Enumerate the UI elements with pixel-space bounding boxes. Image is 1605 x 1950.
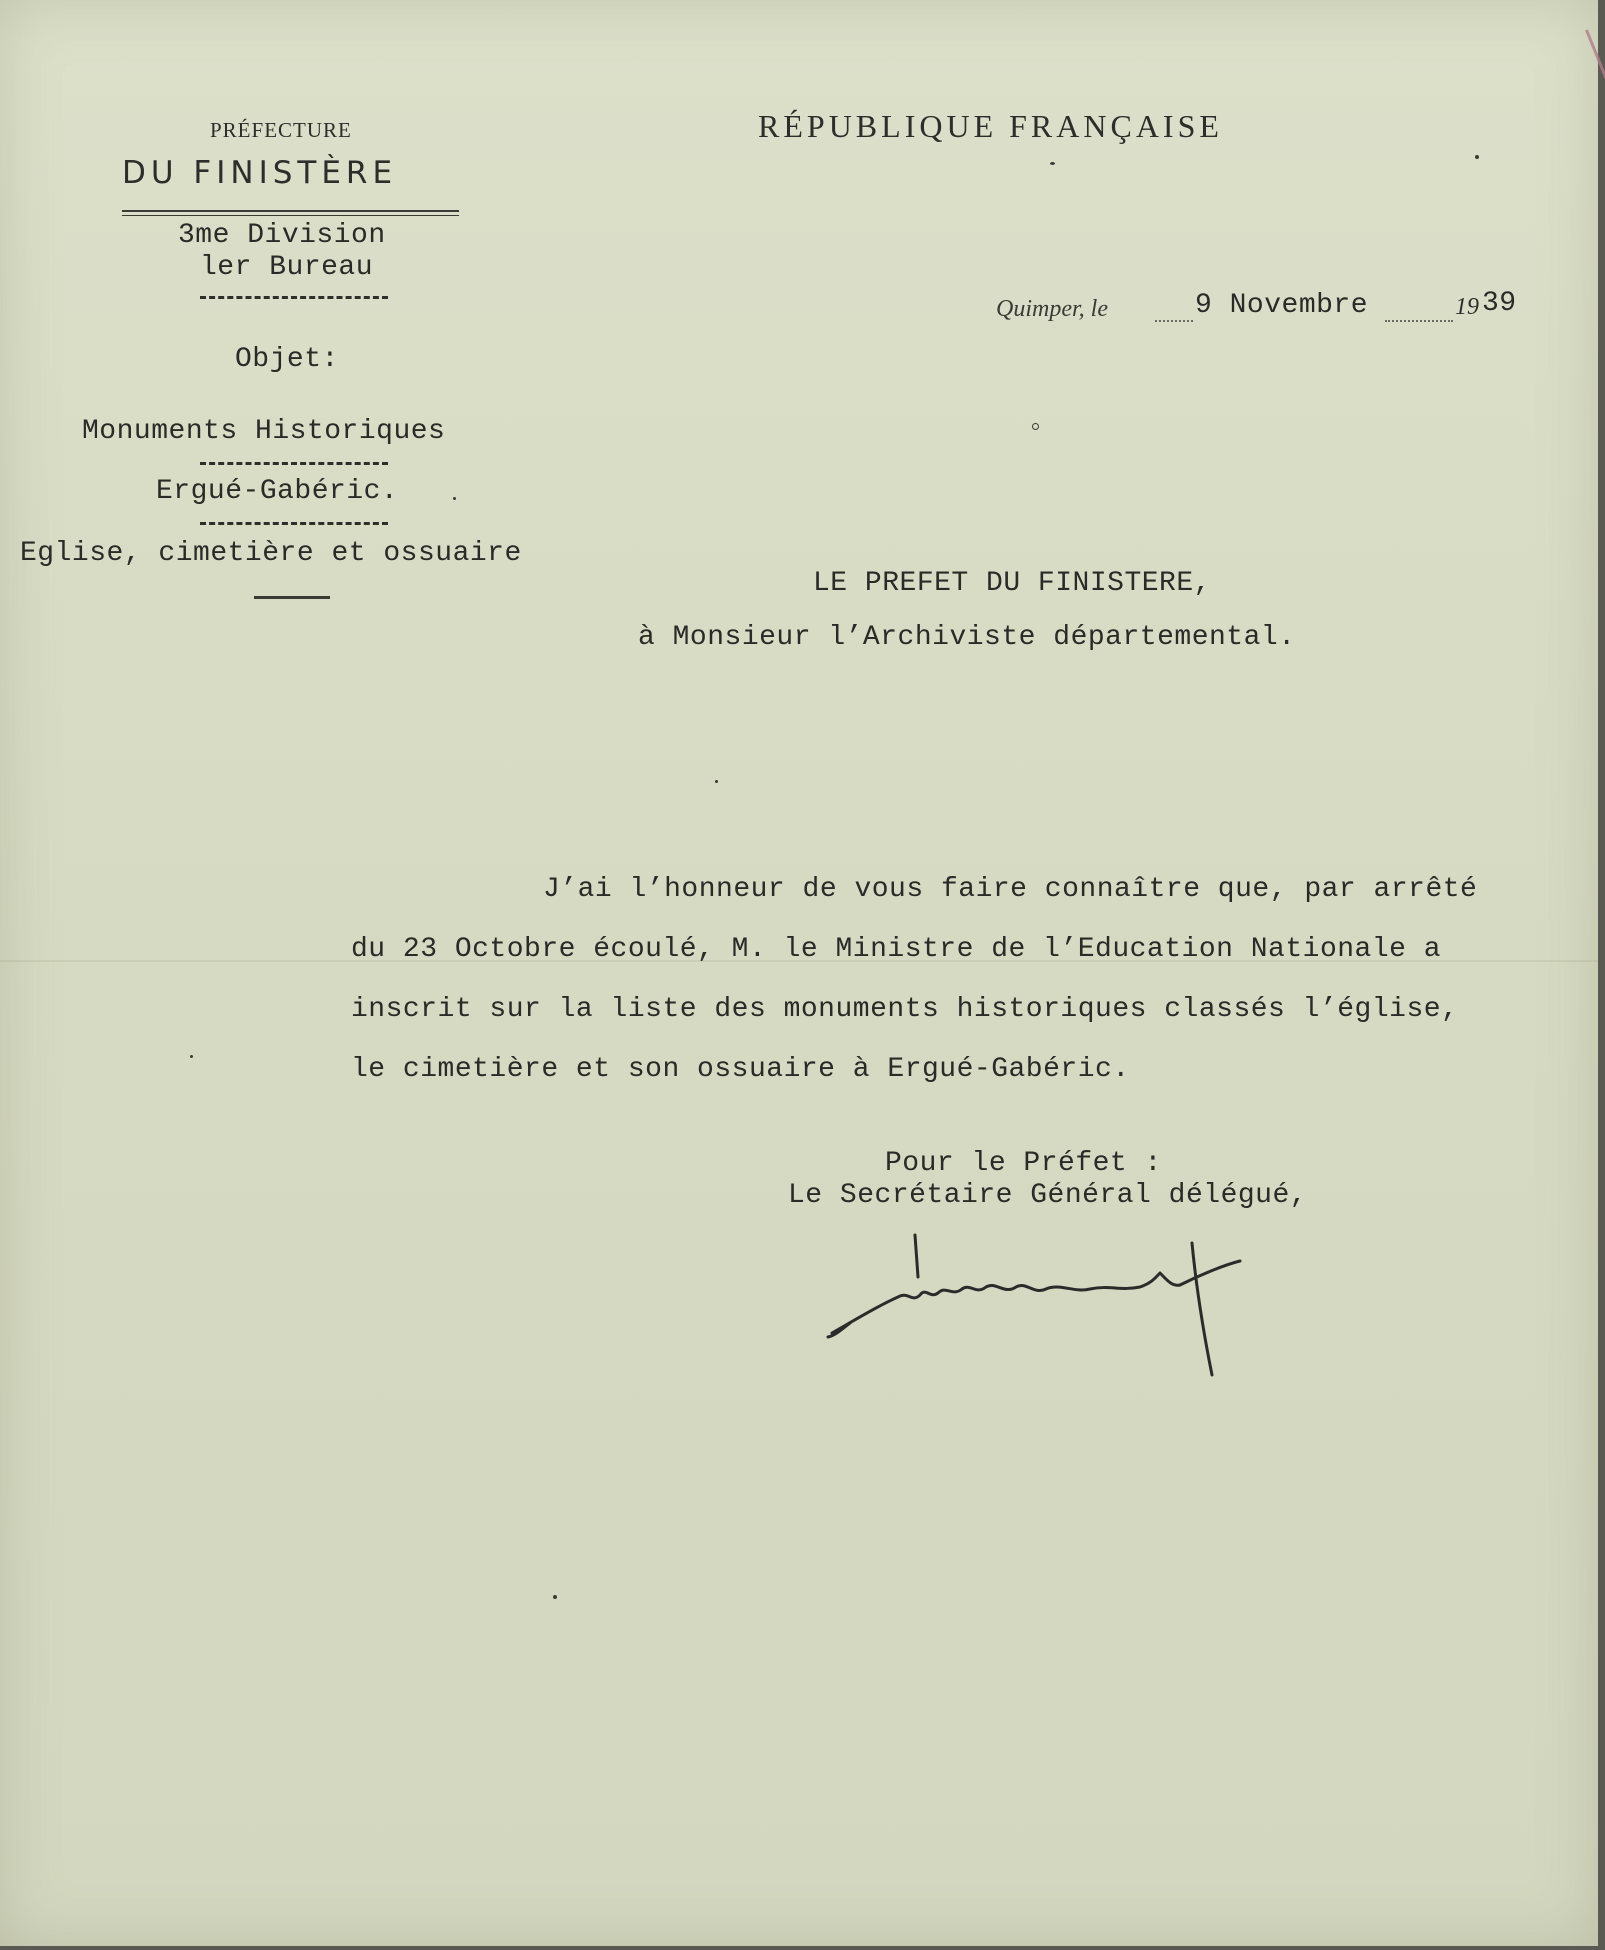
subject-dash-rule-2: [200, 522, 388, 525]
paper-speck: [190, 1055, 193, 1058]
body-line-4: le cimetière et son ossuaire à Ergué-Gabéric.: [351, 1054, 1130, 1085]
letterhead-department: DU FINISTÈRE: [122, 155, 398, 191]
address-sender: LE PREFET DU FINISTERE,: [813, 568, 1211, 599]
date-day-month: 9 Novembre: [1195, 290, 1369, 321]
date-year-prefix: 19: [1455, 294, 1479, 320]
subject-label: Objet:: [235, 344, 339, 375]
letterhead-ornament: [1050, 162, 1055, 165]
subject-dash-rule-1: [200, 462, 388, 465]
subject-line-3: Eglise, cimetière et ossuaire: [20, 538, 522, 569]
corner-pencil-mark: [1585, 29, 1605, 169]
date-dotted-leader: [1155, 320, 1193, 322]
subject-line-1: Monuments Historiques: [82, 416, 446, 447]
subject-line-2: Ergué-Gabéric.: [156, 476, 399, 507]
paper-speck: [715, 780, 718, 783]
address-recipient: à Monsieur l’Archiviste départemental.: [638, 622, 1296, 653]
office-dash-rule: [200, 296, 388, 299]
paper-speck: [553, 1595, 557, 1599]
handwritten-signature-icon: [820, 1225, 1340, 1385]
date-dotted-leader-2: [1385, 320, 1453, 322]
letterhead-republic: RÉPUBLIQUE FRANÇAISE: [758, 108, 1223, 144]
office-bureau: ler Bureau: [200, 252, 374, 283]
date-place: Quimper, le: [996, 296, 1108, 322]
paper-speck: [453, 497, 456, 500]
paper-speck: [1032, 423, 1039, 430]
closing-line-1: Pour le Préfet :: [885, 1148, 1162, 1179]
paper-speck: [1475, 155, 1479, 159]
body-line-1: J’ai l’honneur de vous faire connaître que, par arrêté: [543, 874, 1478, 905]
letterhead-prefecture: PRÉFECTURE: [210, 118, 352, 142]
letterhead-rule-thin: [122, 215, 459, 216]
subject-end-rule: [254, 596, 330, 599]
body-line-3: inscrit sur la liste des monuments historiques classés l’église,: [351, 994, 1459, 1025]
office-division: 3me Division: [178, 220, 386, 251]
letterhead-rule: [122, 210, 459, 212]
closing-line-2: Le Secrétaire Général délégué,: [788, 1180, 1308, 1211]
body-line-2: du 23 Octobre écoulé, M. le Ministre de l’Education Nationale a: [351, 934, 1442, 965]
date-year-suffix: 39: [1482, 288, 1517, 319]
